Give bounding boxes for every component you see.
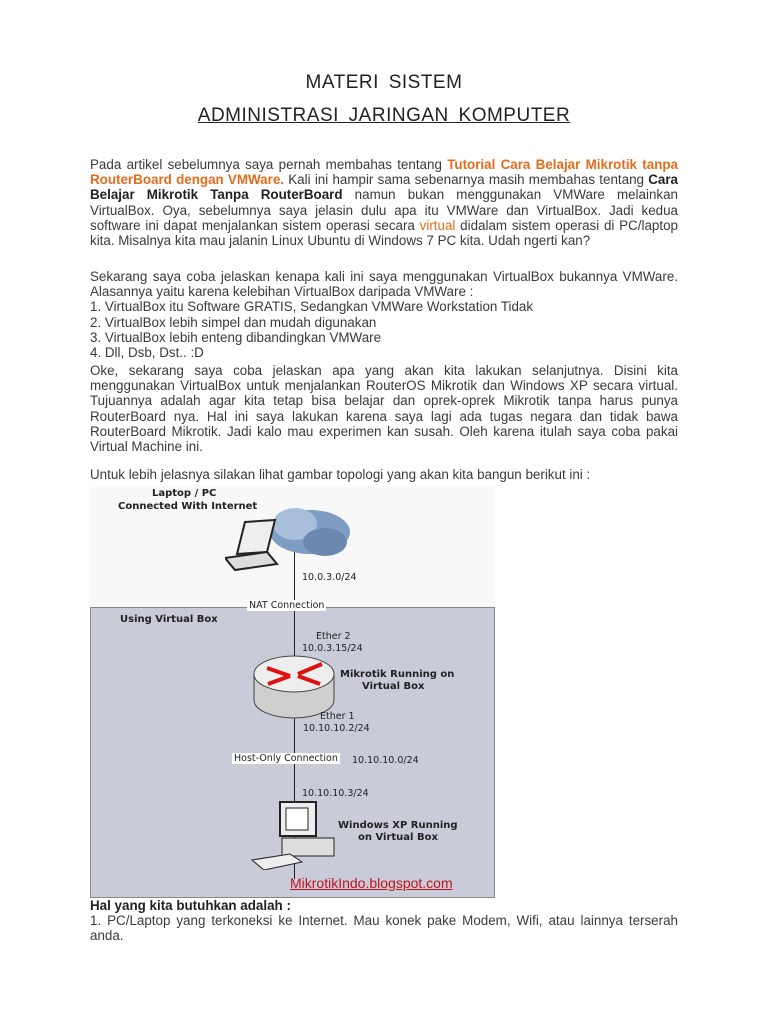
pc-ip: 10.10.10.3/24 (302, 788, 369, 799)
list-item: 4. Dll, Dsb, Dst.. :D (90, 345, 204, 361)
text: namun bukan menggunakan VMWare melainkan VirtualBox. Oya, sebelumnya saya jelasin dulu apa itu VMWare dan VirtualBox. Jadi kedua software ini dapat menjalankan sistem operasi secara (90, 187, 678, 233)
paragraph-intro (90, 157, 678, 248)
ether2-label: Ether 2 (316, 631, 351, 642)
nat-connection-label: NAT Connection (249, 600, 325, 611)
list-item: 1. VirtualBox itu Software GRATIS, Sedangkan VMWare Workstation Tidak (90, 299, 534, 315)
title-line2: ADMINISTRASI JARINGAN KOMPUTER (197, 105, 571, 126)
text: Pada artikel sebelumnya saya pernah membahas tentang (90, 157, 448, 172)
bold-text: Cara Belajar Mikrotik Tanpa RouterBoard (90, 172, 678, 203)
reasons-intro: Sekarang saya coba jelaskan kenapa kali ini saya menggunakan VirtualBox bukannya VMWare. Alasannya yaitu karena kelebihan VirtualBox daripada VMWare : (90, 269, 678, 300)
desktop-pc-icon (250, 800, 340, 870)
watermark: MikrotikIndo.blogspot.com (290, 875, 453, 891)
network-label: 10.10.10.0/24 (352, 755, 419, 766)
title-line1: MATERI SISTEM (305, 72, 463, 93)
host-only-label: Host-Only Connection (234, 753, 338, 764)
paragraph-topology-intro: Untuk lebih jelasnya silakan lihat gambar topologi yang akan kita bangun berikut ini : (90, 467, 591, 482)
pc-label: Windows XP Running (338, 820, 458, 831)
list-item: 1. PC/Laptop yang terkoneksi ke Internet. Mau konek pake Modem, Wifi, atau lainnya terserah anda. (90, 913, 678, 944)
paragraph-plan: Oke, sekarang saya coba jelaskan apa yang akan kita lakukan selanjutnya. Disini kita menggunakan VirtualBox untuk menjalankan RouterOS Mikrotik dan Windows XP secara virtual. Tujuannya adalah agar kita tetap bisa belajar dan oprek-oprek Mikrotik tanpa harus punya RouterBoard nya. Hal ini saya lakukan karena saya lagi ada tugas negara dan tidak bawa RouterBoard Mikrotik. Jadi kalo mau experimen kan susah. Oleh karena itulah saya coba pakai Virtual Machine ini. (90, 363, 678, 455)
topology-diagram (90, 487, 495, 898)
ether1-ip: 10.10.10.2/24 (303, 723, 370, 734)
router-label: Virtual Box (362, 681, 425, 692)
paragraph-reasons (90, 269, 678, 360)
ether1-label: Ether 1 (320, 711, 355, 722)
router-label: Mikrotik Running on (340, 669, 455, 680)
link-virtual[interactable]: virtual (419, 217, 456, 233)
laptop-label: Laptop / PC (152, 488, 217, 499)
list-item: 2. VirtualBox lebih simpel dan mudah digunakan (90, 314, 377, 330)
laptop-cloud-icon (225, 502, 355, 572)
list-item: 3. VirtualBox lebih enteng dibandingkan VMWare (90, 329, 382, 345)
virtualbox-label: Using Virtual Box (120, 614, 218, 625)
network-label: 10.0.3.0/24 (302, 572, 357, 583)
requirements-heading: Hal yang kita butuhkan adalah : (90, 898, 291, 913)
link-tutorial-vmware[interactable]: Tutorial Cara Belajar Mikrotik tanpa RouterBoard dengan VMWare. (90, 157, 678, 188)
text: Kali ini hampir sama sebenarnya masih membahas tentang (284, 172, 649, 188)
laptop-label: Connected With Internet (118, 501, 258, 512)
pc-label: on Virtual Box (358, 832, 438, 843)
paragraph-requirements (90, 898, 678, 944)
ether2-ip: 10.0.3.15/24 (302, 643, 363, 654)
text: didalam sistem operasi di PC/laptop kita. Misalnya kita mau jalanin Linux Ubuntu di Windows 7 PC kita. Udah ngerti kan? (90, 217, 678, 249)
